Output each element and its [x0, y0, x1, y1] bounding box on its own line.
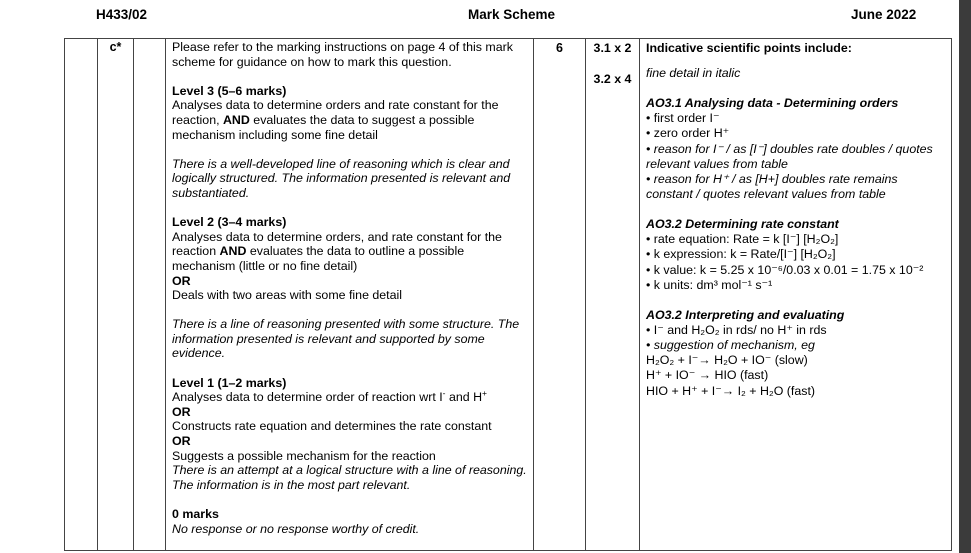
level0-heading: 0 marks [172, 507, 219, 521]
ao32-interpret-bullet: • I⁻ and H₂O₂ in rds/ no H⁺ in rds [646, 322, 827, 337]
mechanism-step: H₂O₂ + I⁻→ H₂O + IO⁻ (slow) [646, 353, 808, 368]
ao31-bullet: • reason for H⁺ / as [H+] doubles rate remains constant / quotes relevant values from table [646, 172, 898, 202]
level2-heading: Level 2 (3–4 marks) [172, 215, 287, 230]
mechanism-step: H⁺ + IO⁻ → HIO (fast) [646, 368, 769, 383]
level1-communication: There is an attempt at a logical structure with a line of reasoning. The information is in the most part relevant. [172, 463, 527, 492]
question-part: c* [98, 39, 134, 551]
guidance-intro: Please refer to the marking instructions on page 4 of this mark scheme for guidance on how to mark this question. [172, 40, 513, 69]
ao32-bullet: • rate equation: Rate = k [I⁻] [H₂O₂] [646, 232, 839, 247]
level1-heading: Level 1 (1–2 marks) [172, 375, 287, 390]
mechanism-step: HIO + H⁺ + I⁻→ I₂ + H₂O (fast) [646, 383, 816, 398]
header-code: H433/02 [96, 7, 148, 22]
ao-item: 3.1 x 2 [593, 41, 632, 55]
level1-or-1: OR [172, 404, 191, 419]
level1-text: Analyses data to determine order of reaction wrt I- and H+ [172, 388, 488, 405]
vertical-scrollbar[interactable] [959, 0, 971, 553]
fine-detail-note: fine detail in italic [646, 66, 741, 81]
ao-cell [586, 39, 640, 551]
ao31-title: AO3.1 Analysing data - Determining orders [646, 96, 899, 110]
level2-communication: There is a line of reasoning presented with some structure. The information presented is relevant and supported by some evidence. [172, 317, 520, 361]
sub-part-cell [134, 39, 166, 551]
level3-heading: Level 3 (5–6 marks) [172, 83, 287, 98]
level1-text-c: Suggests a possible mechanism for the reaction [172, 448, 436, 463]
level1-or-2: OR [172, 434, 191, 449]
ao32-bullet: • k expression: k = Rate/[I⁻] [H₂O₂] [646, 247, 836, 262]
level2-text: Analyses data to determine orders, and rate constant for the reaction AND evaluates the data to outline a possible mechanism (little or no fine detail) [172, 229, 502, 273]
level3-text: Analyses data to determine orders and rate constant for the reaction, AND evaluates the data to suggest a possible mechanism including some fine detail [172, 98, 499, 142]
level3-communication: There is a well-developed line of reasoning which is clear and logically structured. The information presented is relevant and substantiated. [172, 156, 511, 200]
level2-or: OR [172, 273, 191, 288]
ao31-bullet: • reason for I⁻ / as [I⁻] doubles rate doubles / quotes relevant values from table [646, 141, 933, 171]
level0-communication: No response or no response worthy of credit. [172, 521, 420, 536]
ao32-bullet: • k units: dm³ mol⁻¹ s⁻¹ [646, 277, 773, 292]
ao-item: 3.2 x 4 [593, 71, 632, 86]
ao31-bullet: • zero order H⁺ [646, 126, 730, 141]
level2-text-c: Deals with two areas with some fine detail [172, 288, 403, 303]
ao32-bullet: • k value: k = 5.25 x 10⁻⁶/0.03 x 0.01 = 1.75 x 10⁻² [646, 262, 924, 277]
header-title: Mark Scheme [468, 7, 556, 22]
ao32-interpret-title: AO3.2 Interpreting and evaluating [646, 307, 845, 322]
question-number-cell [65, 39, 98, 551]
marks-cell: 6 [534, 39, 586, 551]
table-row [65, 39, 952, 551]
level1-text-b: Constructs rate equation and determines the rate constant [172, 419, 492, 434]
ao31-bullet: • first order I⁻ [646, 111, 720, 126]
ao32-rate-title: AO3.2 Determining rate constant [646, 217, 839, 232]
header-date: June 2022 [851, 7, 917, 22]
additional-guidance-cell [640, 39, 952, 551]
ao32-interpret-bullet: • suggestion of mechanism, eg [646, 338, 815, 353]
guidance-cell [166, 39, 534, 551]
mark-scheme-table [64, 38, 952, 551]
indicative-heading: Indicative scientific points include: [646, 41, 852, 55]
